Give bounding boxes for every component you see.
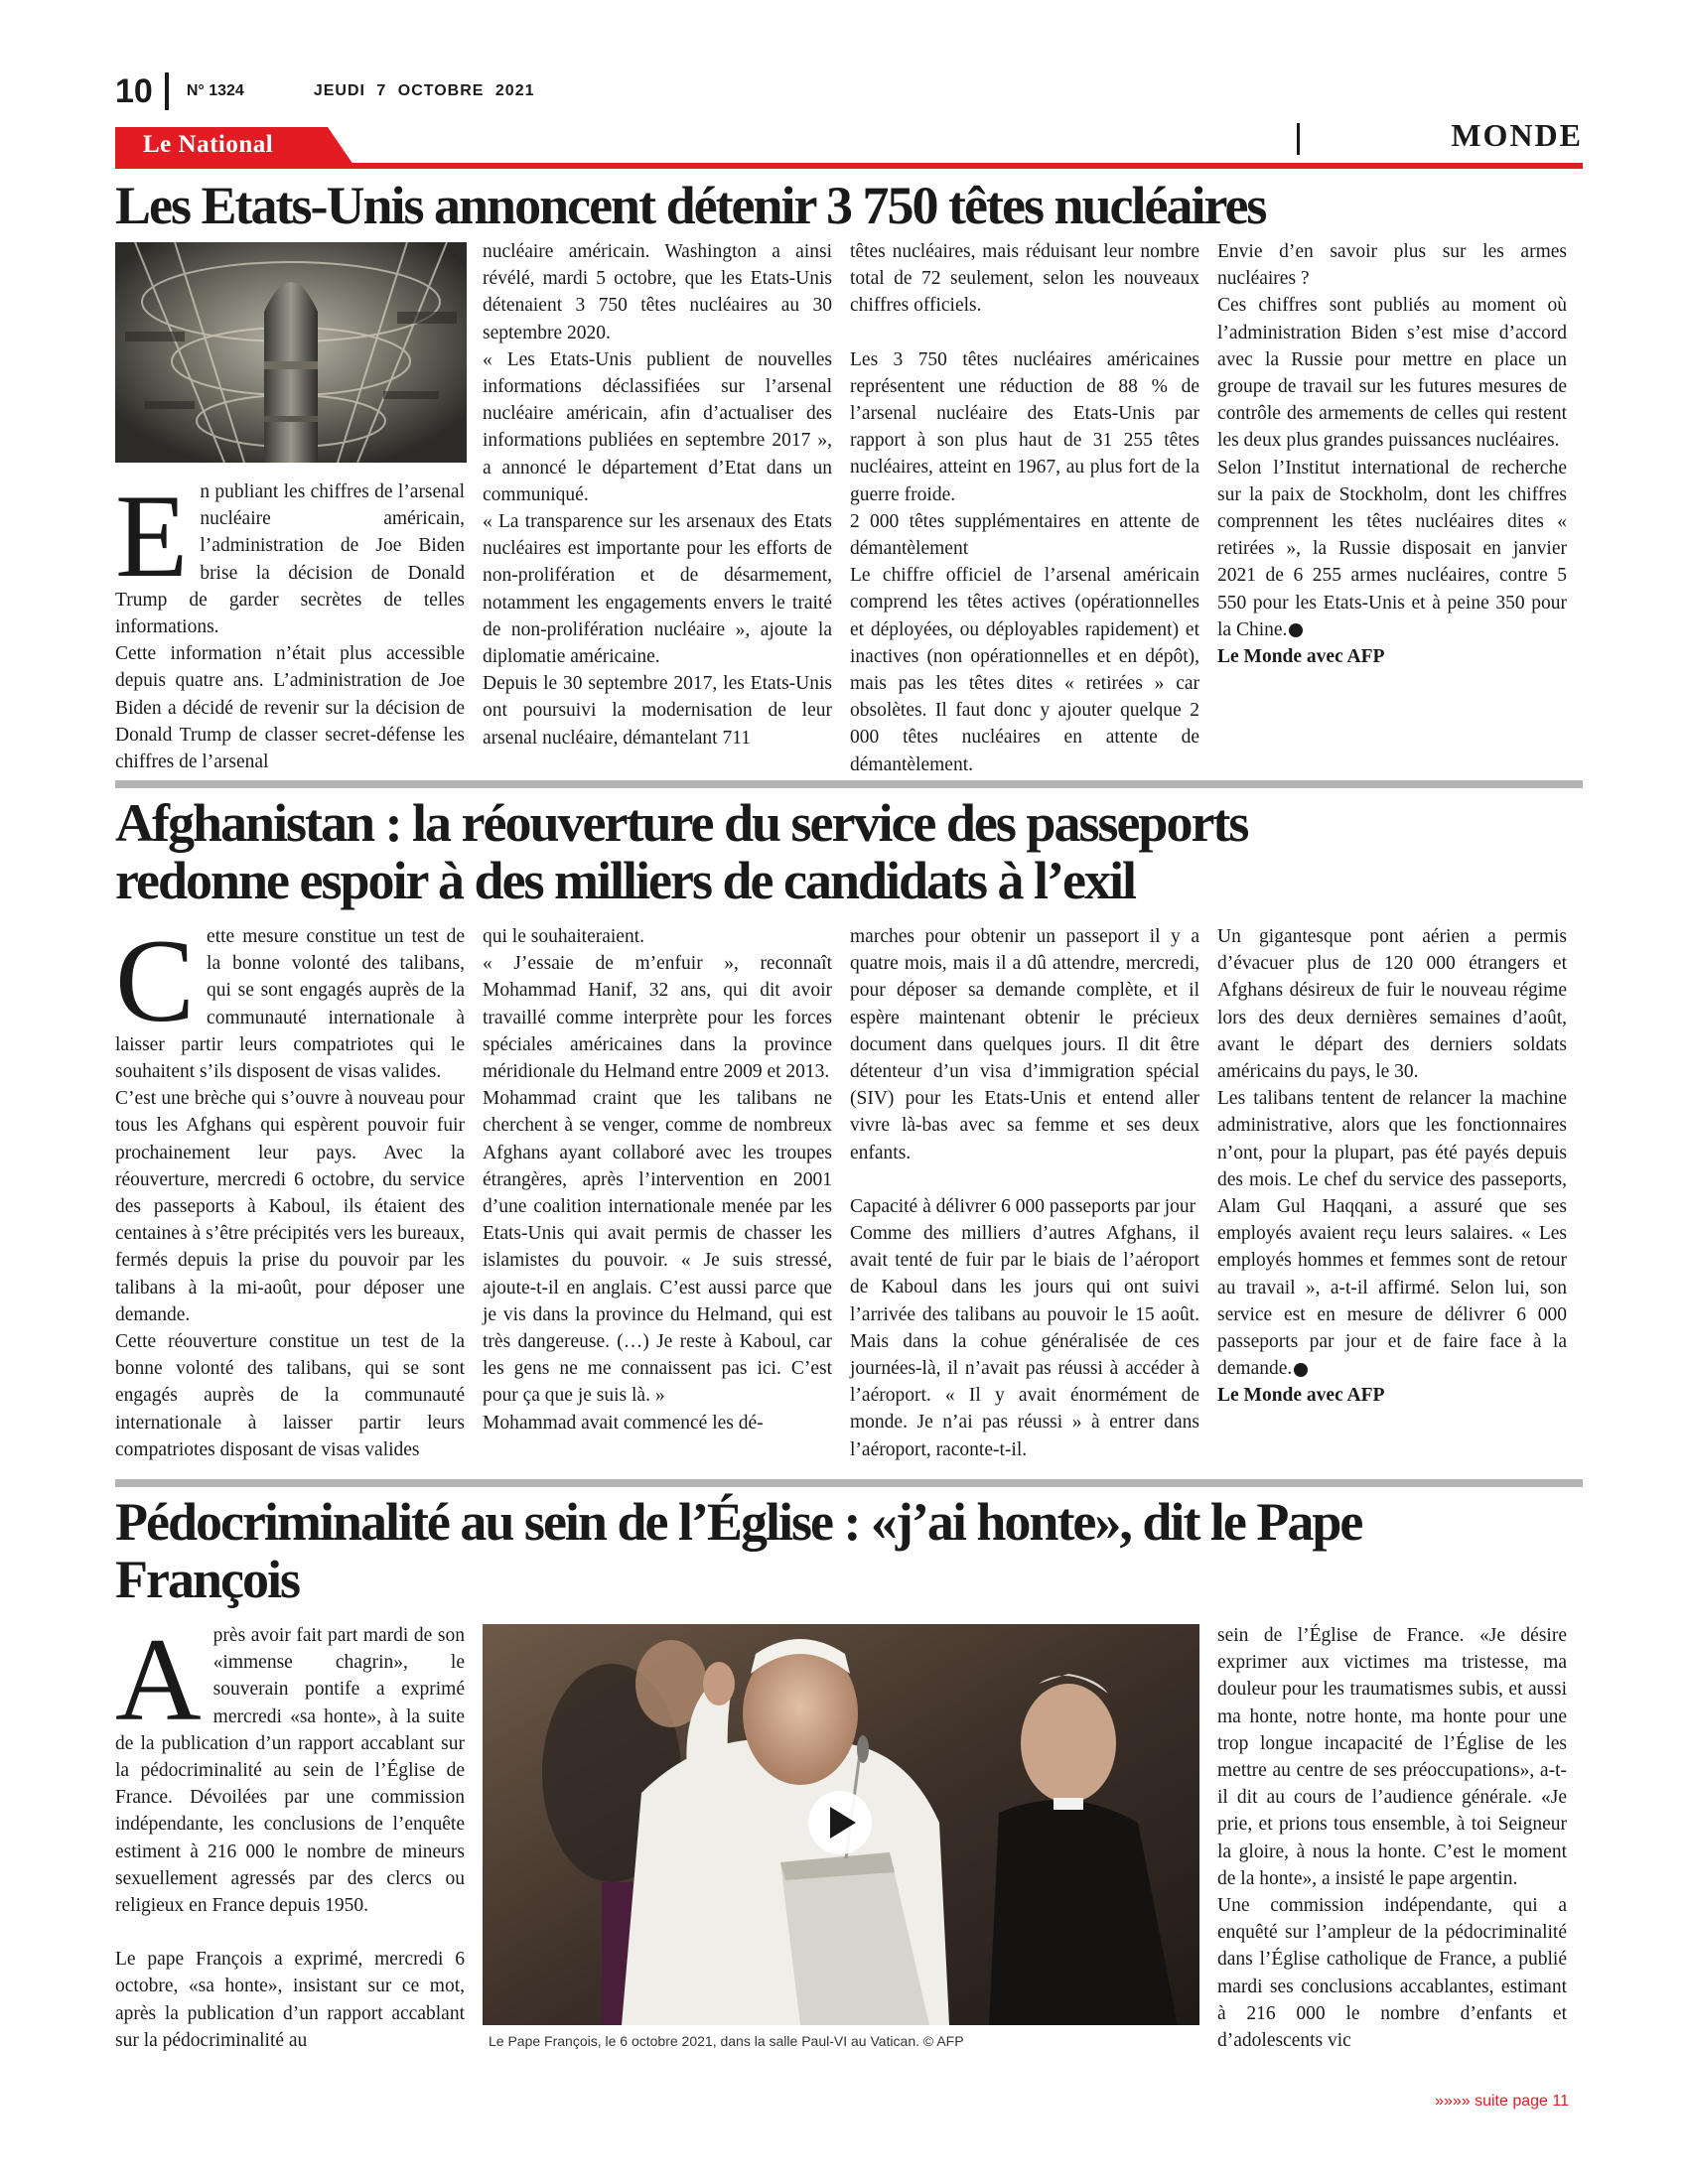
nuclear-silo-photo <box>115 242 467 463</box>
article2-column-1 <box>115 914 465 1463</box>
article2-paragraph: marches pour obtenir un passeport il y a quatre mois, mais il a dû attendre, mercredi, pour déposer sa demande complète, et il espère maintenant obtenir le précieux document dans quelques jours. Il dit être détenteur d’un visa d’immigration spécial (SIV) pour les Etats-Unis et entend aller vivre là-bas avec sa femme et ses deux enfants. <box>850 926 1199 1163</box>
article2-last-paragraph: Les talibans tentent de relancer la machine administrative, alors que les fonctionnaires n’ont, pour la plupart, pas été payés depuis des mois. Le chef du service des passeports, Alam Gul Haqqani, a assuré que ses employés avaient reçu leurs salaires. « Les employés hommes et femmes sont de retour au travail », a-t-il affirmé. Selon lui, son service est en mesure de délivrer 6 000 passeports par jour et de faire face à la demande. <box>1217 1088 1567 1380</box>
article2-subheading: Capacité à délivrer 6 000 passeports par jour <box>850 1195 1196 1217</box>
issue-date: JEUDI 7 OCTOBRE 2021 <box>313 82 535 99</box>
article2-paragraph: Un gigantesque pont aérien a permis d’évacuer plus de 120 000 étrangers et Afghans désireux de fuir le nouveau régime lors des deux dernières semaines d’août, avant le départ des derniers soldats américains du pays, le 30. <box>1217 926 1567 1083</box>
article1-title: Les Etats-Unis annoncent détenir 3 750 têtes nucléaires <box>115 176 1266 235</box>
article1-paragraph: têtes nucléaires, mais réduisant leur nombre total de 72 seulement, selon les nouveaux chiffres officiels. <box>850 241 1199 317</box>
article1-paragraph: n publiant les chiffres de l’arsenal nucléaire américain, l’administration de Joe Biden brise la décision de Donald Trump de garder secrètes de telles informations. <box>115 481 465 638</box>
article1-paragraph: Envie d’en savoir plus sur les armes nucléaires ? <box>1217 241 1567 290</box>
continued-on-page-link[interactable]: »»»» suite page 11 <box>1435 2093 1569 2110</box>
article1-paragraph: Ces chiffres sont publiés au moment où l’administration Biden s’est mise d’accord avec la Russie pour mettre en place un groupe de travail sur les futures mesures de contrôle des armements de celles qui restent les deux plus grandes puissances nucléaires. <box>1217 295 1567 452</box>
article2-title-line1: Afghanistan : la réouverture du service des passeports <box>115 793 1248 853</box>
article3-paragraph: Une commission indépendante, qui a enquêté sur l’ampleur de la pédocriminalité dans l’Église catholique de France, a publié mardi ses conclusions accablantes, estimant à 216 000 le nombre d’enfants et d’adolescents vic <box>1217 1895 1567 2052</box>
photo-caption: Le Pape François, le 6 octobre 2021, dans la salle Paul-VI au Vatican. © AFP <box>489 2033 964 2049</box>
article1-last-paragraph: Selon l’Institut international de recherche sur la paix de Stockholm, dont les chiffres comprennent les têtes nucléaires dites « retirées », la Russie disposait en janvier 2021 de 6 255 armes nucléaires, contre 5 550 pour les Etats-Unis et à peine 350 pour la Chine. <box>1217 457 1567 640</box>
article3-paragraph: sein de l’Église de France. «Je désire exprimer aux victimes ma tristesse, ma douleur pour les traumatismes subis, et aussi ma honte, notre honte, ma honte pour une trop longue incapacité de l’Église de les mettre au centre de ses préoccupations», a-t-il dit au cours de l’audience générale. «Je prie, et prions tous ensemble, à toi Seigneur la gloire, à nous la honte. C’est le moment de la honte», a insisté le pape argentin. <box>1217 1625 1567 1889</box>
article1-paragraph: Cette information n’était plus accessible depuis quatre ans. L’administration de Joe Biden a décidé de revenir sur la décision de Donald Trump de classer secret-défense les chiffres de l’arsenal <box>115 643 465 773</box>
article1-paragraph: nucléaire américain. Washington a ainsi révélé, mardi 5 octobre, que les Etats-Unis détenaient 3 750 têtes nucléaires au 30 septembre 2020. <box>483 241 832 343</box>
article3-column-1 <box>115 1613 465 2054</box>
article2-paragraph: qui le souhaiteraient. <box>483 926 644 947</box>
article2-column-2 <box>483 923 832 1436</box>
article2-column-4 <box>1217 923 1567 1410</box>
article3-title-line1: Pédocriminalité au sein de l’Église : «j’ai honte», dit le Pape <box>115 1492 1362 1552</box>
article2-byline: Le Monde avec AFP <box>1217 1385 1385 1407</box>
article2-paragraph: Mohammad craint que les talibans ne cherchent à se venger, comme de nombreux Afghans ayant collaboré avec les troupes étrangères, après l’intervention en 2001 d’une coalition internationale menée par les Etats-Unis qui avait permis de chasser les islamistes du pouvoir. « Je suis stressé, ajoute-t-il en anglais. C’est aussi parce que je vis dans la province du Helmand, qui est très dangereuse. (…) Je reste à Kaboul, car les gens ne me connaissent pas ici. C’est pour ça que je suis là. » <box>483 1088 832 1407</box>
article2-title-line2: redonne espoir à des milliers de candidats à l’exil <box>115 851 1136 910</box>
article2-paragraph: ette mesure constitue un test de la bonne volonté des talibans, qui se sont engagés auprès de la communauté internationale à laisser partir leurs compatriotes qui le souhaitent s’ils disposent de visas valides. <box>115 926 465 1083</box>
article3-dropcap: A <box>115 1613 202 1745</box>
article3-title <box>115 1493 1585 1608</box>
section-divider <box>1297 123 1300 155</box>
article3-column-4 <box>1217 1622 1567 2054</box>
article3-paragraph: Le pape François a exprimé, mercredi 6 octobre, «sa honte», insistant sur ce mot, après la publication d’un rapport accablant sur la pédocriminalité au <box>115 1949 465 2051</box>
article1-column-2 <box>483 238 832 751</box>
article1-paragraph <box>1217 455 1567 643</box>
article2-paragraph: « J’essaie de m’enfuir », reconnaît Mohammad Hanif, 32 ans, qui dit avoir travaillé comme interprète pour les forces spéciales américaines dans la province méridionale du Helmand entre 2009 et 2013. <box>483 953 832 1083</box>
article1-byline: Le Monde avec AFP <box>1217 646 1385 668</box>
article1-paragraph: Les 3 750 têtes nucléaires américaines représentent une réduction de 88 % de l’arsenal nucléaire des Etats-Unis par rapport à son plus haut de 31 255 têtes nucléaires, atteint en 1967, au plus fort de la guerre froide. <box>850 348 1199 505</box>
end-mark-icon <box>1289 623 1303 637</box>
article2-dropcap: C <box>115 914 196 1046</box>
section-title: MONDE <box>1451 117 1583 153</box>
article2-title <box>115 794 1585 909</box>
article-separator <box>115 1479 1583 1487</box>
issue-number: N° 1324 <box>186 82 244 99</box>
article2-paragraph: Comme des milliers d’autres Afghans, il avait tenté de fuir par le biais de l’aéroport de Kaboul dans les jours qui ont suivi l’arrivée des talibans au pouvoir le 15 août. Mais dans la cohue généralisée de ces journées-là, il n’avait pas réussi à accéder à l’aéroport. « Il y avait énormément de monde. Je n’ai pas réussi » à entrer dans l’aéroport, raconte-t-il. <box>850 1223 1199 1460</box>
article2-column-3 <box>850 923 1199 1463</box>
article2-paragraph: Mohammad avait commencé les dé- <box>483 1412 764 1433</box>
article1-column-4 <box>1217 238 1567 670</box>
brand-tab <box>115 127 353 165</box>
article1-subheading: 2 000 têtes supplémentaires en attente de démantèlement <box>850 510 1199 560</box>
page-header-meta <box>115 71 535 111</box>
article2-paragraph <box>1217 1085 1567 1382</box>
article1-paragraph: Depuis le 30 septembre 2017, les Etats-Unis ont poursuivi la modernisation de leur arsenal nucléaire, démantelant 711 <box>483 673 832 749</box>
article1-paragraph: « Les Etats-Unis publient de nouvelles informations déclassifiées sur l’arsenal nucléaire américain, afin d’actualiser des informations publiées en septembre 2017 », a annoncé le département d’Etat dans un communiqué. <box>483 348 832 505</box>
page-number: 10 <box>115 71 153 110</box>
article1-paragraph: « La transparence sur les arsenaux des Etats nucléaires est importante pour les efforts de non-prolifération et de désarmement, notamment les engagements envers le traité de non-prolifération nucléaire », ajoute la diplomatie américaine. <box>483 511 832 668</box>
article2-paragraph: C’est une brèche qui s’ouvre à nouveau pour tous les Afghans qui espèrent pouvoir fuir prochainement leur pays. Avec la réouverture, mercredi 6 octobre, du service des passeports à Kaboul, ils étaient des centaines à s’être précipités vers les bureaux, fermés depuis la prise du pouvoir par les talibans à la mi-août, pour déposer une demande. <box>115 1088 465 1325</box>
article-separator <box>115 780 1583 788</box>
article1-column-1 <box>115 470 465 775</box>
article3-title-line2: François <box>115 1550 299 1609</box>
article1-dropcap: E <box>115 470 189 602</box>
article2-paragraph: Cette réouverture constitue un test de la bonne volonté des talibans, qui se sont engagés auprès de la communauté internationale à laisser partir leurs compatriotes disposant de visas valides <box>115 1331 465 1460</box>
page-number-divider <box>165 72 169 110</box>
end-mark-icon <box>1294 1363 1308 1377</box>
pope-video-thumbnail[interactable] <box>483 1624 1199 2025</box>
brand-name: Le National <box>143 131 274 158</box>
article3-paragraph: près avoir fait part mardi de son «immense chagrin», le souverain pontife a exprimé mercredi «sa honte», à la suite de la publication d’un rapport accablant sur la pédocriminalité au sein de l’Église de France. Dévoilées par une commission indépendante, les conclusions de l’enquête estiment à 216 000 le nombre de mineurs sexuellement agressés par des clercs ou religieux en France depuis 1950. <box>115 1625 465 1917</box>
header-red-rule <box>115 163 1583 169</box>
article1-paragraph: Le chiffre officiel de l’arsenal américain comprend les têtes actives (opérationnelles et déployées, ou déployables rapidement) et inactives (non opérationnelles et en dépôt), mais pas les têtes dites « retirées » car obsolètes. Il faut donc y ajouter quelque 2 000 têtes nucléaires en attente de démantèlement. <box>850 565 1199 775</box>
article1-column-3 <box>850 238 1199 778</box>
